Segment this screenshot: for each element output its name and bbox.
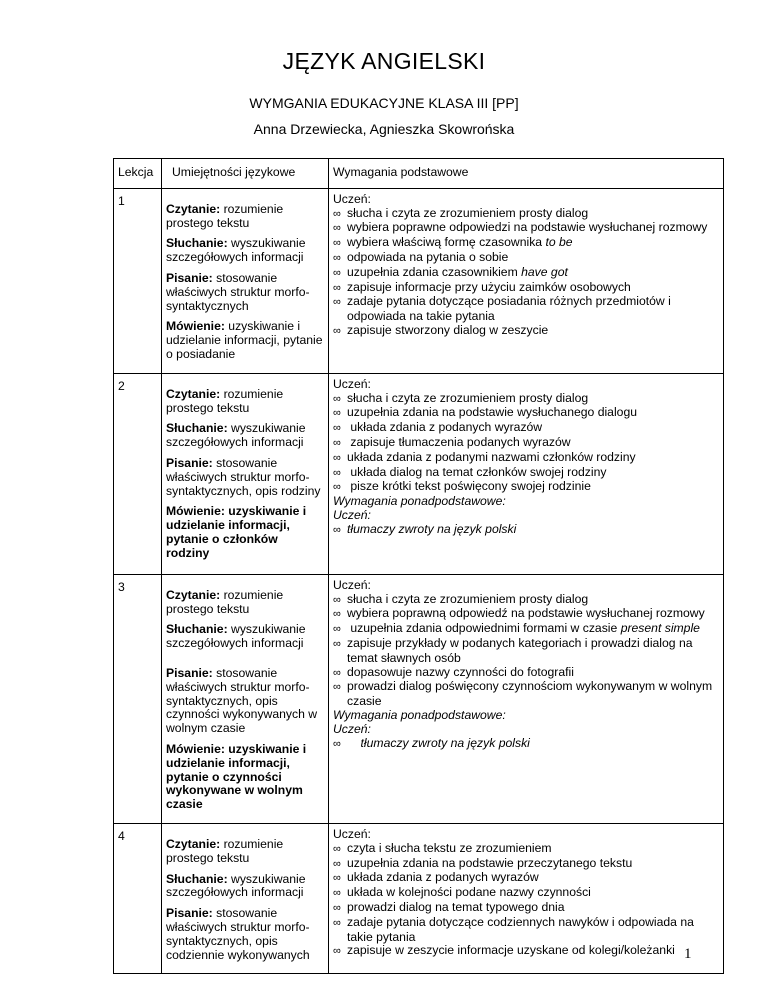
header-skills: Umiejętności językowe [162,159,329,189]
intro-text: Uczeń: [333,577,371,592]
bullet-icon: ∞ [333,901,341,914]
requirements-list [333,593,719,709]
bullet-icon: ∞ [333,296,341,309]
table-row [114,373,724,574]
bullet-icon: ∞ [333,916,341,929]
list-item: ∞ zadaje pytania dotyczące codziennych nawyków i odpowiada na takie pytania [333,914,694,944]
bullet-icon: ∞ [333,666,341,679]
document-authors: Anna Drzewiecka, Agnieszka Skowrońska [253,121,515,137]
bullet-icon: ∞ [333,451,341,464]
bullet-icon: ∞ [333,945,341,958]
list-item: ∞ zapisuje przykłady w podanych kategoriach i prowadzi dialog na temat sławnych osób [333,635,693,665]
intro-text: Uczeń: [333,376,371,391]
list-item: ∞ słucha i czyta ze zrozumieniem prosty dialog [333,390,589,405]
extra-heading: Wymagania ponadpodstawowe: [333,707,506,722]
extra-list [333,737,719,752]
list-item: ∞ odpowiada na pytania o sobie [333,249,509,264]
list-item: ∞ układa zdania z podanych wyrazów [333,870,539,885]
requirements-table [113,158,724,974]
list-item: ∞ uzupełnia zdania na podstawie wysłuchanego dialogu [333,405,638,420]
list-item: ∞ prowadzi dialog na temat typowego dnia [333,899,565,914]
header-lesson: Lekcja [114,159,162,189]
bullet-icon: ∞ [333,281,341,294]
requirements-cell [329,188,724,373]
skill-item: Czytanie: rozumienie prostego tekstu [166,386,284,415]
skills-cell [162,373,329,574]
requirements-list [333,392,719,496]
list-item: ∞ pisze krótki tekst poświęcony swojej rodzinie [333,479,591,494]
bullet-icon: ∞ [333,237,341,250]
lesson-number: 1 [114,188,162,373]
list-item: ∞ czyta i słucha tekstu ze zrozumieniem [333,840,552,855]
bullet-icon: ∞ [333,872,341,885]
requirements-list [333,207,719,339]
header-requirements: Wymagania podstawowe [329,159,724,189]
bullet-icon: ∞ [333,593,341,606]
list-item: ∞ wybiera właściwą formę czasownika to be [333,235,573,250]
requirements-cell [329,373,724,574]
requirements-list [333,842,719,959]
list-item: ∞ tłumaczy zwroty na język polski [333,521,517,536]
list-item: ∞ układa dialog na temat członków swojej rodziny [333,464,607,479]
document-title: JĘZYK ANGIELSKI [282,48,486,74]
skill-item: Pisanie: stosowanie właściwych struktur morfo-syntaktycznych [166,270,310,313]
list-item: ∞ wybiera poprawne odpowiedzi na podstawie wysłuchanej rozmowy [333,220,708,235]
list-item: ∞ zapisuje w zeszycie informacje uzyskane od kolegi/koleżanki [333,943,675,958]
lesson-number: 3 [114,574,162,823]
list-item: ∞ tłumaczy zwroty na język polski [333,735,530,750]
list-item: ∞ uzupełnia zdania odpowiednimi formami w czasie present simple [333,621,700,636]
bullet-icon: ∞ [333,324,341,337]
skill-item: Mówienie: uzyskiwanie i udzielanie informacji, pytanie o członków rodziny [166,504,307,560]
requirements-cell [329,823,724,973]
list-item: ∞ wybiera poprawną odpowiedź na podstawie wysłuchanej rozmowy [333,606,705,621]
bullet-icon: ∞ [333,466,341,479]
skill-item: Pisanie: stosowanie właściwych struktur morfo-syntaktycznych, opis codziennie wykonywanych [166,906,310,962]
skill-item: Mówienie: uzyskiwanie i udzielanie informacji, pytanie o czynności wykonywane w wolnym czasie [166,741,307,812]
table-header-row [114,159,724,189]
list-item: ∞ zadaje pytania dotyczące posiadania różnych przedmiotów i odpowiada na takie pytania [333,294,671,324]
lesson-number: 2 [114,373,162,574]
bullet-icon: ∞ [333,857,341,870]
lesson-number: 4 [114,823,162,973]
bullet-icon: ∞ [333,523,341,536]
skill-item: Słuchanie: wyszukiwanie szczegółowych informacji [166,421,306,450]
table-row [114,574,724,823]
list-item: ∞ zapisuje informacje przy użyciu zaimków osobowych [333,279,631,294]
bullet-icon: ∞ [333,436,341,449]
bullet-icon: ∞ [333,737,341,750]
extra-intro: Uczeń: [333,507,371,522]
list-item: ∞ prowadzi dialog poświęcony czynnościom wykonywanym w wolnym czasie [333,679,713,709]
skill-item: Czytanie: rozumienie prostego tekstu [166,836,284,865]
table-row [114,188,724,373]
list-item: ∞ układa zdania z podanymi nazwami członków rodziny [333,449,636,464]
skills-cell [162,574,329,823]
bullet-icon: ∞ [333,251,341,264]
extra-list [333,523,719,538]
list-item: ∞ uzupełnia zdania czasownikiem have got [333,264,568,279]
bullet-icon: ∞ [333,623,341,636]
skill-item: Czytanie: rozumienie prostego tekstu [166,587,284,616]
bullet-icon: ∞ [333,608,341,621]
skill-item: Słuchanie: wyszukiwanie szczegółowych informacji [166,236,306,265]
skill-item: Słuchanie: wyszukiwanie szczegółowych informacji [166,871,306,900]
skill-item: Pisanie: stosowanie właściwych struktur morfo-syntaktycznych, opis czynności wykonywanych w wolnym czasie [166,665,318,736]
bullet-icon: ∞ [333,681,341,694]
list-item: ∞ uzupełnia zdania na podstawie przeczytanego tekstu [333,855,633,870]
bullet-icon: ∞ [333,887,341,900]
list-item: ∞ słucha i czyta ze zrozumieniem prosty dialog [333,591,589,606]
table-row [114,823,724,973]
document-subtitle: WYMGANIA EDUKACYJNE KLASA III [PP] [249,95,519,111]
skill-item: Pisanie: stosowanie właściwych struktur morfo-syntaktycznych, opis rodziny [166,455,321,498]
bullet-icon: ∞ [333,222,341,235]
bullet-icon: ∞ [333,481,341,494]
requirements-cell [329,574,724,823]
list-item: ∞ dopasowuje nazwy czynności do fotografii [333,664,574,679]
bullet-icon: ∞ [333,407,341,420]
page-number: 1 [684,946,692,962]
bullet-icon: ∞ [333,266,341,279]
intro-text: Uczeń: [333,826,371,841]
list-item: ∞ układa zdania z podanych wyrazów [333,420,543,435]
list-item: ∞ układa w kolejności podane nazwy czynności [333,885,591,900]
skill-item: Mówienie: uzyskiwanie i udzielanie informacji, pytanie o posiadanie [166,319,323,361]
bullet-icon: ∞ [333,392,341,405]
bullet-icon: ∞ [333,637,341,650]
bullet-icon: ∞ [333,422,341,435]
list-item: ∞ zapisuje stworzony dialog w zeszycie [333,322,549,337]
intro-text: Uczeń: [333,191,371,206]
list-item: ∞ zapisuje tłumaczenia podanych wyrazów [333,434,571,449]
extra-intro: Uczeń: [333,721,371,736]
bullet-icon: ∞ [333,207,341,220]
extra-heading: Wymagania ponadpodstawowe: [333,494,506,509]
skill-item: Czytanie: rozumienie prostego tekstu [166,201,284,230]
list-item: ∞ słucha i czyta ze zrozumieniem prosty dialog [333,205,589,220]
skill-item: Słuchanie: wyszukiwanie szczegółowych informacji [166,622,306,651]
skills-cell [162,823,329,973]
skills-cell [162,188,329,373]
bullet-icon: ∞ [333,842,341,855]
